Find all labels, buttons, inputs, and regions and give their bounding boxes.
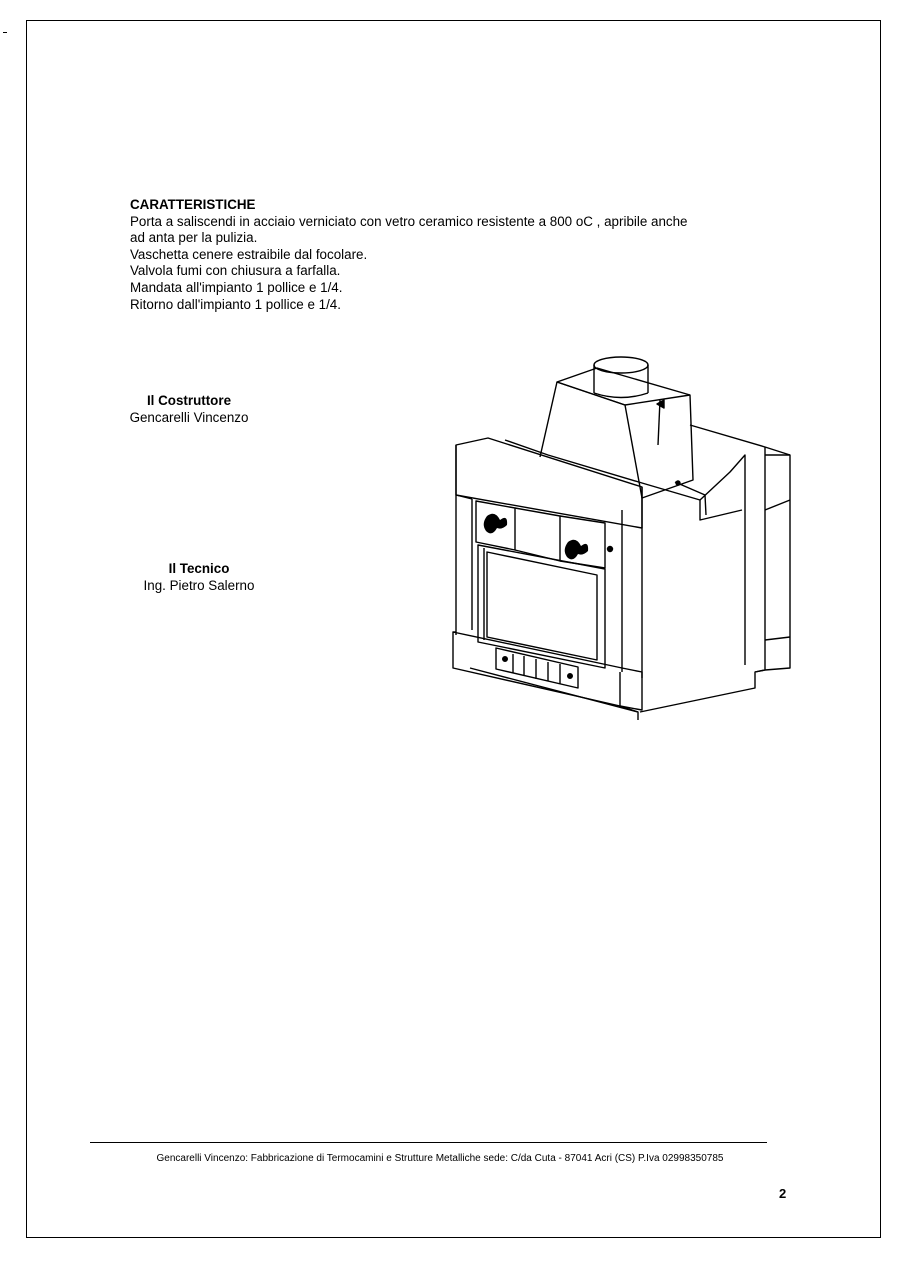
features-line: Valvola fumi con chiusura a farfalla. xyxy=(130,263,341,279)
page-number: 2 xyxy=(779,1186,787,1201)
features-title: CARATTERISTICHE xyxy=(130,197,256,212)
features-line: ad anta per la pulizia. xyxy=(130,230,258,246)
scan-mark xyxy=(3,32,7,33)
features-line: Vaschetta cenere estraibile dal focolare. xyxy=(130,246,368,262)
technician-signature-block xyxy=(99,560,299,594)
builder-signature-block xyxy=(89,392,289,426)
features-line: Ritorno dall'impianto 1 pollice e 1/4. xyxy=(130,296,341,312)
technician-role: Il Tecnico xyxy=(168,561,230,576)
builder-name: Gencarelli Vincenzo xyxy=(129,410,249,425)
builder-role: Il Costruttore xyxy=(146,393,232,408)
fireplace-insert-drawing xyxy=(445,350,800,730)
features-section xyxy=(130,197,770,313)
features-line: Mandata all'impianto 1 pollice e 1/4. xyxy=(130,279,343,295)
footer-company-info: Gencarelli Vincenzo: Fabbricazione di Termocamini e Strutture Metalliche sede: C/da Cuta - 87041 Acri (CS) P.Iva 02998350785 xyxy=(156,1153,724,1164)
footer-divider xyxy=(90,1142,767,1143)
technician-name: Ing. Pietro Salerno xyxy=(143,578,255,593)
features-line: Porta a saliscendi in acciaio verniciato con vetro ceramico resistente a 800 oC , apribile anche xyxy=(130,213,688,229)
